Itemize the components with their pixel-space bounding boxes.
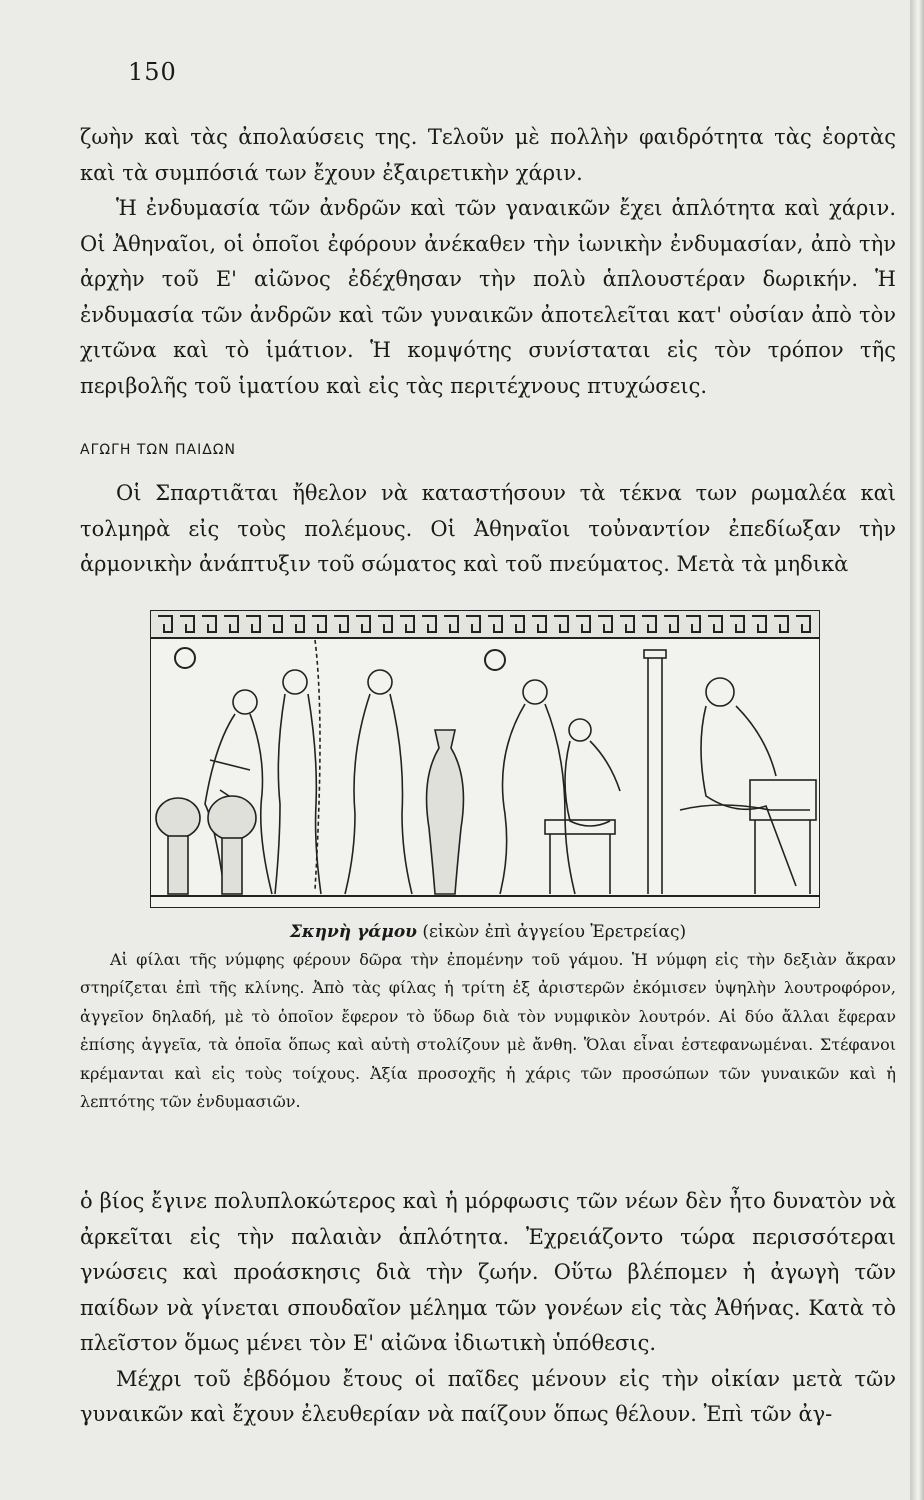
figure-caption-body xyxy=(80,946,896,1116)
intro-paragraph-2: Ἡ ἐνδυμασία τῶν ἀνδρῶν καὶ τῶν γαναικῶν ἔχει ἁπλότητα καὶ χάριν. Οἱ Ἀθηναῖοι, οἱ ὁποῖοι ἐφόρουν ἀνέκαθεν τὴν ἰωνικὴν ἐνδυμασίαν, ἀπὸ τὴν ἀρχὴν τοῦ Ε' αἰῶνος ἐδέχθησαν τὴν πολὺ ἁπλουστέραν δωρικήν. Ἡ ἐνδυμασία τῶν ἀνδρῶν καὶ τῶν γυναικῶν ἀποτελεῖται κατ' οὐσίαν ἀπὸ τὸν χιτῶνα καὶ τὸ ἱμάτιον. Ἡ κομψότης συνίσταται εἰς τὸν τρόπον τῆς περιβολῆς τοῦ ἱματίου καὶ εἰς τὰς περιτέχνους πτυχώσεις. xyxy=(80,196,896,398)
vase-painting-illustration xyxy=(150,610,820,908)
section-heading: ΑΓΩΓΗ ΤΩΝ ΠΑΙΔΩΝ xyxy=(80,442,237,458)
caption-source: (εἰκὼν ἐπὶ ἀγγείου Ἐρετρείας) xyxy=(422,922,687,942)
figure-caption-title xyxy=(80,918,896,946)
page-edge xyxy=(910,0,924,1500)
sparta-text xyxy=(80,476,896,583)
later-text xyxy=(80,1184,896,1433)
caption-text: Αἱ φίλαι τῆς νύμφης φέρουν δῶρα τὴν ἐπομένην τοῦ γάμου. Ἡ νύμφη εἰς τὴν δεξιὰν ἄκραν στηρίζεται ἐπὶ τῆς κλίνης. Ἀπὸ τὰς φίλας ἡ τρίτη ἐξ ἀριστερῶν ἐκόμισεν ὑψηλὴν λουτροφόρον, ἀγγεῖον δηλαδή, μὲ τὸ ὁποῖον ἔφερον τὸ ὕδωρ διὰ τὸν νυμφικὸν λουτρόν. Αἱ δύο ἄλλαι ἔφεραν ἐπίσης ἀγγεῖα, τὰ ὁποῖα ὅπως καὶ αὐτὴ στολίζουν μὲ ἄνθη. Ὅλαι εἶναι ἐστεφανωμέναι. Στέφανοι κρέμανται καὶ εἰς τοὺς τοίχους. Ἀξία προσοχῆς ἡ χάρις τῶν προσώπων τῶν γυναικῶν καὶ ἡ λεπτότης τῶν ἐνδυμασιῶν. xyxy=(80,950,896,1112)
sparta-paragraph: Οἱ Σπαρτιᾶται ἤθελον νὰ καταστήσουν τὰ τέκνα των ρωμαλέα καὶ τολμηρὰ εἰς τοὺς πολέμους. Οἱ Ἀθηναῖοι τοὐναντίον ἐπεδίωξαν τὴν ἁρμονικὴν ἀνάπτυξιν τοῦ σώματος καὶ τοῦ πνεύματος. Μετὰ τὰ μηδικὰ xyxy=(80,481,896,576)
later-paragraph-1: ὁ βίος ἔγινε πολυπλοκώτερος καὶ ἡ μόρφωσις τῶν νέων δὲν ἦτο δυνατὸν νὰ ἀρκεῖται εἰς τὴν παλαιὰν ἁπλότητα. Ἐχρειάζοντο τώρα περισσότεραι γνώσεις καὶ προάσκησις διὰ τὴν ζωήν. Οὕτω βλέπομεν ἡ ἀγωγὴ τῶν παίδων νὰ γίνεται σπουδαῖον μέλημα τῶν γονέων εἰς τὰς Ἀθήνας. Κατὰ τὸ πλεῖστον ὅμως μένει τὸν Ε' αἰῶνα ἰδιωτικὴ ὑπόθεσις. xyxy=(80,1189,896,1355)
caption-title: Σκηνὴ γάμου xyxy=(289,922,417,942)
wedding-scene-drawing xyxy=(150,610,820,908)
page-number: 150 xyxy=(128,58,177,86)
later-paragraph-2: Μέχρι τοῦ ἑβδόμου ἔτους οἱ παῖδες μένουν εἰς τὴν οἰκίαν μετὰ τῶν γυναικῶν καὶ ἔχουν ἐλευθερίαν νὰ παίζουν ὅπως θέλουν. Ἐπὶ τῶν ἀγ- xyxy=(80,1366,896,1426)
intro-paragraph-1: ζωὴν καὶ τὰς ἀπολαύσεις της. Τελοῦν μὲ πολλὴν φαιδρότητα τὰς ἑορτὰς καὶ τὰ συμπόσιά των ἔχουν ἐξαιρετικὴν χάριν. xyxy=(80,125,896,185)
intro-text xyxy=(80,120,896,404)
